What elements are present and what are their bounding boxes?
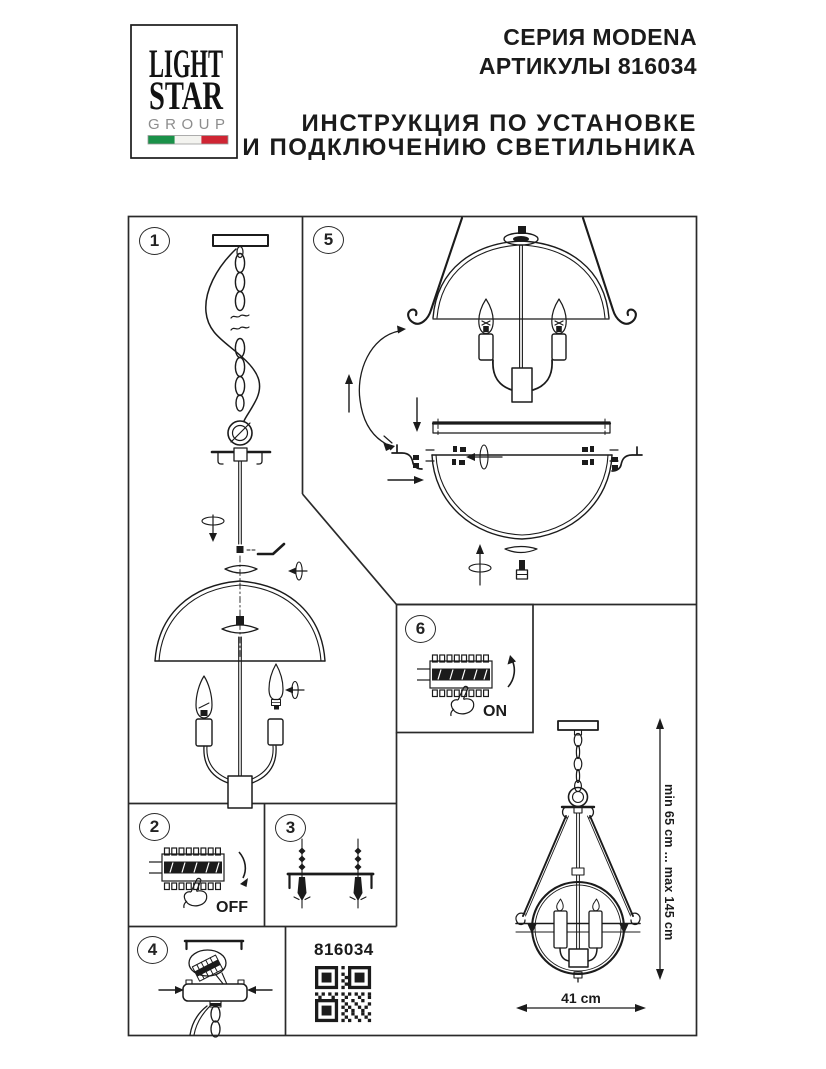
on-label: ON bbox=[483, 703, 507, 720]
height-dimension-label: min 65 cm ... max 145 cm bbox=[662, 784, 676, 941]
panel-4-diagram bbox=[159, 941, 272, 1037]
step-6-number: 6 bbox=[415, 619, 426, 638]
panel-5-diagram bbox=[345, 218, 642, 585]
italian-flag-icon bbox=[148, 136, 228, 145]
off-label: OFF bbox=[216, 899, 248, 916]
instruction-title-line2: И ПОДКЛЮЧЕНИЮ СВЕТИЛЬНИКА bbox=[242, 134, 697, 161]
series-title: СЕРИЯ MODENA bbox=[503, 24, 697, 50]
step-5-badge bbox=[313, 226, 344, 254]
product-code: 816034 bbox=[314, 940, 374, 959]
assembled-chandelier-diagram bbox=[516, 718, 664, 1012]
step-5-number: 5 bbox=[323, 230, 334, 249]
breaker-off-icon bbox=[149, 848, 224, 890]
logo bbox=[131, 25, 237, 158]
step-3-number: 3 bbox=[285, 818, 296, 837]
step-2-number: 2 bbox=[149, 817, 160, 836]
logo-word-light: LIGHT bbox=[149, 41, 224, 86]
step-4-number: 4 bbox=[147, 940, 158, 959]
step-6-badge bbox=[405, 615, 436, 643]
logo-word-star: STAR bbox=[149, 73, 224, 118]
step-1-number: 1 bbox=[149, 231, 160, 250]
instruction-title-line1: ИНСТРУКЦИЯ ПО УСТАНОВКЕ bbox=[301, 110, 697, 137]
breaker-on-icon bbox=[417, 655, 492, 697]
qr-code bbox=[315, 966, 372, 1023]
panel-1-diagram bbox=[155, 235, 325, 808]
step-4-badge bbox=[137, 936, 168, 964]
step-1-badge bbox=[139, 227, 170, 255]
panel-3-diagram bbox=[288, 839, 373, 908]
width-dimension-label: 41 cm bbox=[561, 990, 601, 1006]
step-3-badge bbox=[275, 814, 306, 842]
logo-word-group: GROUP bbox=[148, 116, 225, 133]
step-2-badge bbox=[139, 813, 170, 841]
dimension-lines bbox=[516, 718, 664, 1012]
article-number: АРТИКУЛЫ 816034 bbox=[478, 53, 697, 79]
